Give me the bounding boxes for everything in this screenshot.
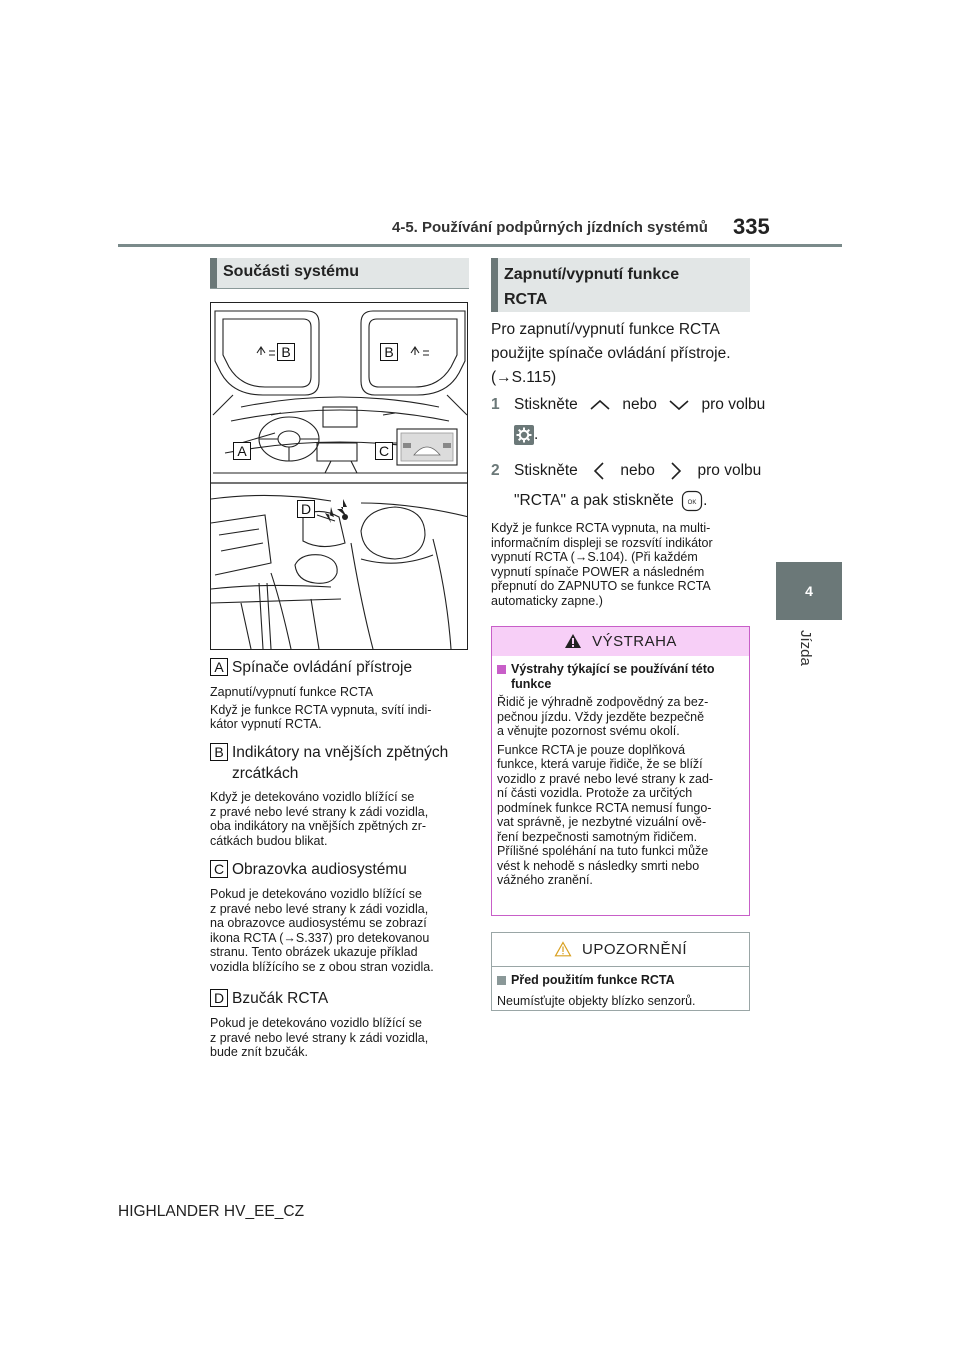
note-line: automaticky zapne.) <box>491 593 603 608</box>
item-d-description <box>210 1016 472 1060</box>
note-line: informačním displeji se rozsvítí indikátor <box>491 535 713 550</box>
step-2-line-1 <box>514 459 761 483</box>
item-a-desc-line: Zapnutí/vypnutí funkce RCTA <box>210 685 374 699</box>
warning-line: vat správně, je nezbytné vizuální ově- <box>497 815 707 829</box>
figure-label-c: C <box>375 442 393 460</box>
step-2-text-a: Stiskněte <box>514 462 578 479</box>
bullet-square-icon <box>497 976 506 985</box>
warning-line: Funkce RCTA je pouze doplňková <box>497 742 686 757</box>
item-c-title: Obrazovka audiosystému <box>232 861 407 878</box>
warning-paragraph-1 <box>497 695 745 739</box>
caution-title: UPOZORNĚNÍ <box>581 941 687 958</box>
warning-bullet-line: funkce <box>511 676 552 691</box>
chapter-tab-label: Jízda <box>797 630 814 666</box>
caution-text: Neumísťujte objekty blízko senzorů. <box>497 993 696 1008</box>
item-c-desc-line: z pravé nebo levé strany k zádi vozidla, <box>210 901 429 916</box>
caution-triangle-icon <box>554 941 572 957</box>
item-c-letter: C <box>210 860 228 878</box>
section-heading-line: RCTA <box>504 291 548 308</box>
warning-title: VÝSTRAHA <box>592 633 677 650</box>
warning-box <box>491 626 750 916</box>
item-b-desc-line: Když je detekováno vozidlo blížící se <box>210 790 415 804</box>
figure-label-a: A <box>233 442 251 460</box>
item-b-letter: B <box>210 743 228 761</box>
item-a-desc-line: Když je funkce RCTA vypnuta, svítí indi- <box>210 702 432 717</box>
item-b-title-line: Indikátory na vnějších zpětných <box>232 744 449 761</box>
warning-line: pečnou jízdu. Vždy jezděte bezpečně <box>497 709 705 724</box>
caution-body <box>492 967 749 1016</box>
step-1-number: 1 <box>491 396 500 413</box>
caution-bullet-text: Před použitím funkce RCTA <box>511 973 675 987</box>
item-a-desc-line: kátor vypnutí RCTA. <box>210 717 322 731</box>
bullet-square-icon <box>497 665 506 674</box>
warning-body <box>492 656 749 900</box>
warning-title-bar <box>492 627 749 656</box>
step-1-text-a: Stiskněte <box>514 396 578 413</box>
item-a-heading <box>210 657 412 678</box>
item-d-desc-line: bude znít bzučák. <box>210 1045 308 1059</box>
step-1-text-c: pro volbu <box>701 396 766 413</box>
step-1 <box>491 393 766 453</box>
svg-text:OK: OK <box>687 499 697 506</box>
chevron-left-icon <box>591 461 607 481</box>
item-b-desc-line: z pravé nebo levé strany k zádi vozidla, <box>210 804 429 819</box>
note-line: vypnutí spínače POWER a následném <box>491 564 705 579</box>
intro-line: Pro zapnutí/vypnutí funkce RCTA <box>491 321 720 338</box>
warning-bullet-line: Výstrahy týkající se používání této <box>511 662 715 676</box>
chevron-down-icon <box>667 398 691 412</box>
warning-line: ření bezpečnosti samotným řidičem. <box>497 829 698 844</box>
step-2-period: . <box>703 492 708 509</box>
item-b-heading <box>210 742 448 784</box>
settings-gear-icon <box>514 425 534 445</box>
step-2-text-c: pro volbu <box>697 462 762 479</box>
note-line: Když je funkce RCTA vypnuta, na multi- <box>491 521 711 535</box>
item-d-desc-line: Pokud je detekováno vozidlo blížící se <box>210 1016 422 1030</box>
section-heading-components: Součásti systému <box>210 258 469 288</box>
chevron-right-icon <box>668 461 684 481</box>
item-b-desc-line: oba indikátory na vnějších zpětných zr- <box>210 819 427 833</box>
step-2-number: 2 <box>491 462 500 479</box>
item-d-letter: D <box>210 989 228 1007</box>
warning-line: podmínek funkce RCTA nemusí fungo- <box>497 800 712 815</box>
item-c-desc-line: Pokud je detekováno vozidlo blížící se <box>210 887 422 901</box>
item-c-desc-line: na obrazovce audiosystému se zobrazí <box>210 916 427 930</box>
item-c-description <box>210 887 472 974</box>
caution-title-bar <box>492 933 749 967</box>
warning-line: vážného zranění. <box>497 873 593 887</box>
warning-line: ní části vozidla. Protože za určitých <box>497 786 693 800</box>
header-divider <box>118 244 842 247</box>
warning-line: vozidlo z pravé nebo levé strany k zad- <box>497 771 714 786</box>
intro-paragraph <box>491 318 753 390</box>
note-line: vypnutí RCTA (→S.104). (Při každém <box>491 550 698 564</box>
step-1-text-b: nebo <box>622 396 657 413</box>
note-line: přepnutí do ZAPNUTO se funkce RCTA <box>491 579 711 593</box>
section-heading-rcta-toggle <box>491 258 750 312</box>
caution-box <box>491 932 750 1011</box>
warning-line: Řidič je výhradně zodpovědný za bez- <box>497 695 709 709</box>
item-a-letter: A <box>210 658 228 676</box>
item-b-desc-line: cátkách budou blikat. <box>210 833 328 848</box>
rcta-off-note <box>491 521 753 608</box>
item-c-desc-line: stranu. Tento obrázek ukazuje příklad <box>210 945 418 959</box>
warning-bullet <box>497 662 745 691</box>
step-1-period: . <box>534 426 539 443</box>
item-a-description <box>210 685 472 732</box>
chevron-up-icon <box>588 398 612 412</box>
section-heading-line: Zapnutí/vypnutí funkce <box>504 266 680 283</box>
warning-line: vést k nehodě s následky smrti nebo <box>497 858 700 873</box>
item-c-desc-line: ikona RCTA (→S.337) pro detekovanou <box>210 930 430 945</box>
item-c-heading <box>210 859 407 880</box>
intro-line: použijte spínače ovládání přístroje. <box>491 345 731 362</box>
chapter-section-title: 4-5. Používání podpůrných jízdních systémů <box>392 219 708 236</box>
step-1-line-1 <box>514 393 765 417</box>
step-2-line-2 <box>514 489 707 513</box>
warning-line: funkce, která varuje řidiče, že se blíží <box>497 757 703 771</box>
caution-bullet <box>497 973 745 988</box>
item-b-description <box>210 790 472 848</box>
step-2 <box>491 459 762 515</box>
ok-button-icon <box>681 490 703 512</box>
item-b-title-line: zrcátkách <box>232 765 299 782</box>
intro-line: (→S.115) <box>491 369 557 386</box>
warning-line: Přílišné spoléhání na tuto funkci může <box>497 844 709 858</box>
figure-label-d: D <box>297 500 315 518</box>
figure-label-b-right: B <box>380 343 398 361</box>
system-components-illustration <box>210 302 468 650</box>
footer-model-code: HIGHLANDER HV_EE_CZ <box>118 1203 305 1220</box>
item-d-title: Bzučák RCTA <box>232 990 329 1007</box>
page-number: 335 <box>733 214 770 239</box>
step-2-text-d: "RCTA" a pak stiskněte <box>514 492 674 509</box>
chapter-tab-number: 4 <box>776 562 842 620</box>
warning-triangle-icon <box>564 633 582 649</box>
item-a-title: Spínače ovládání přístroje <box>232 659 413 676</box>
section-heading-rule <box>210 288 469 289</box>
item-d-heading <box>210 988 328 1009</box>
item-d-desc-line: z pravé nebo levé strany k zádi vozidla, <box>210 1030 429 1045</box>
figure-label-b-left: B <box>277 343 295 361</box>
warning-line: a věnujte pozornost svému okolí. <box>497 724 680 738</box>
item-c-desc-line: vozidla blížícího se z obou stran vozidla. <box>210 959 434 974</box>
car-interior-drawing <box>211 303 468 650</box>
step-2-text-b: nebo <box>620 462 655 479</box>
step-1-line-2 <box>514 423 538 447</box>
warning-paragraph-2 <box>497 743 745 888</box>
